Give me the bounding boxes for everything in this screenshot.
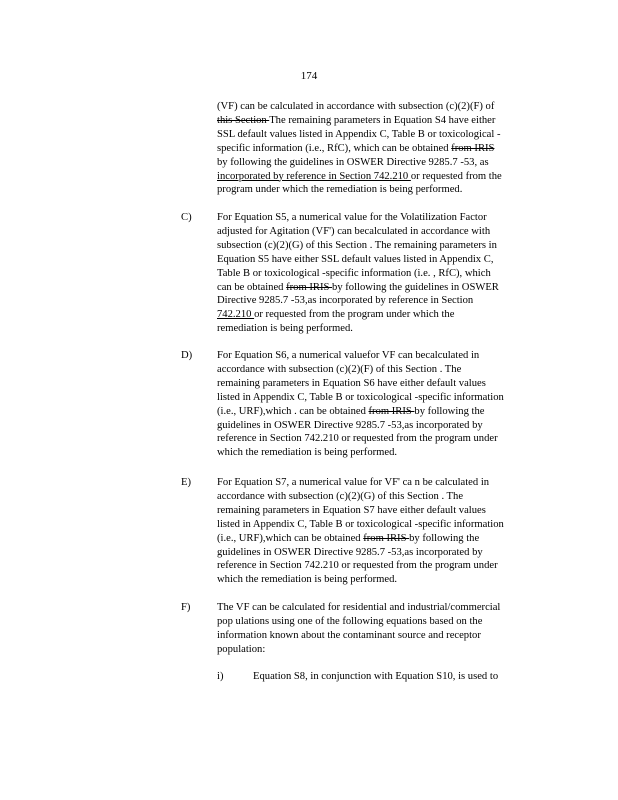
text-run: For Equation S5, a numerical value for the Volatilization Factor: [217, 212, 487, 223]
text-run: Directive 9285.7 -53,as incorporated by reference in Section: [217, 295, 474, 307]
continuation-line: [217, 183, 462, 197]
text-run: population:: [217, 643, 266, 655]
text-run: For Equation S7, a numerical value for VF' ca n be calculated in: [217, 477, 490, 488]
text-run: For Equation S6, a numerical valuefor VF can becalculated in: [217, 350, 480, 361]
struck-text: this Section: [217, 114, 270, 126]
item-line: [217, 211, 487, 225]
text-run: reference in Section 742.210 or requested from the program under: [217, 560, 498, 572]
struck-text: from IRIS: [363, 532, 410, 544]
item-line: [217, 504, 486, 518]
item-line: [217, 281, 499, 295]
item-label: D): [181, 350, 193, 361]
item-line: [217, 253, 493, 267]
item-line: [217, 629, 481, 643]
text-run: remaining parameters in Equation S6 have either default values: [217, 377, 486, 389]
item-line: [217, 573, 397, 587]
item-line: [217, 532, 479, 546]
item-line: [217, 546, 483, 560]
text-run: or requested from the: [410, 170, 502, 182]
text-run: listed in Appendix C, Table B or toxicological -specific information: [217, 391, 504, 403]
text-run: Equation S5 have either SSL default values listed in Appendix C,: [217, 253, 494, 265]
text-run: SSL default values listed in Appendix C, Table B or toxicological -: [217, 128, 501, 140]
item-line: [217, 476, 489, 490]
text-run: program under which the remediation is being performed.: [217, 184, 463, 196]
continuation-line: [217, 170, 502, 184]
item-label: E): [181, 477, 191, 488]
text-run: information known about the contaminant source and receptor: [217, 629, 481, 641]
item-line: [217, 239, 497, 253]
struck-text: from IRIS: [368, 405, 415, 417]
text-run: by following the guidelines in OSWER Directive 9285.7 -53, as: [217, 156, 489, 168]
item-line: [217, 419, 483, 433]
item-line: [217, 267, 491, 281]
text-run: accordance with subsection (c)(2)(G) of this Section . The: [217, 490, 464, 502]
text-run: adjusted for Agitation (VF') can becalculated in accordance with: [217, 225, 491, 237]
item-line: [217, 405, 484, 419]
underlined-text: 742.210: [217, 309, 255, 321]
item-line: [217, 601, 500, 615]
item-line: [217, 294, 473, 308]
text-run: reference in Section 742.210 or requested from the program under: [217, 433, 498, 445]
text-run: or requested from the program under which the: [254, 309, 455, 321]
item-line: [217, 446, 397, 460]
text-run: guidelines in OSWER Directive 9285.7 -53,as incorporated by: [217, 546, 483, 558]
text-run: (VF) can be calculated in accordance with subsection (c)(2)(F) of: [217, 101, 495, 112]
text-run: by following the: [414, 405, 485, 417]
item-line: [217, 432, 498, 446]
item-line: [217, 518, 504, 532]
text-run: The VF can be calculated for residential and industrial/commercial: [217, 602, 501, 613]
text-run: which the remediation is being performed.: [217, 447, 398, 459]
continuation-line: [217, 114, 495, 128]
item-label: F): [181, 602, 191, 613]
text-run: (i.e., URF),which . can be obtained: [217, 405, 369, 417]
text-run: pop ulations using one of the following equations based on the: [217, 615, 483, 627]
item-label: C): [181, 212, 192, 223]
item-line: [217, 490, 463, 504]
item-line: [217, 308, 454, 322]
struck-text: from IRIS: [286, 281, 333, 293]
text-run: guidelines in OSWER Directive 9285.7 -53,as incorporated by: [217, 419, 483, 431]
continuation-line: [217, 100, 494, 114]
item-line: [217, 363, 461, 377]
page-number: 174: [300, 70, 318, 82]
item-line: [217, 559, 498, 573]
continuation-line: [217, 128, 500, 142]
item-line: [217, 615, 482, 629]
text-run: remediation is being performed.: [217, 323, 353, 335]
text-run: by following the guidelines in OSWER: [332, 281, 499, 293]
item-label: i): [217, 671, 224, 682]
text-run: (i.e., URF),which can be obtained: [217, 532, 364, 544]
underlined-text: incorporated by reference in Section 742.210: [217, 170, 411, 182]
continuation-line: [217, 142, 494, 156]
item-line: [217, 322, 353, 336]
continuation-line: [217, 156, 489, 170]
text-run: which the remediation is being performed.: [217, 574, 398, 586]
item-line: [217, 225, 490, 239]
item-line: [217, 391, 504, 405]
item-line: [217, 377, 486, 391]
text-run: remaining parameters in Equation S7 have either default values: [217, 504, 486, 516]
text-run: Equation S8, in conjunction with Equation S10, is used to: [253, 671, 499, 682]
subitem-line: [253, 670, 498, 684]
text-run: by following the: [409, 532, 480, 544]
item-line: [217, 349, 479, 363]
text-run: can be obtained: [217, 281, 287, 293]
text-run: subsection (c)(2)(G) of this Section . The remaining parameters in: [217, 239, 497, 251]
text-run: listed in Appendix C, Table B or toxicological -specific information: [217, 518, 504, 530]
text-run: accordance with subsection (c)(2)(F) of this Section . The: [217, 363, 462, 375]
struck-text: from IRIS: [451, 142, 495, 154]
text-run: The remaining parameters in Equation S4 have either: [269, 114, 496, 126]
text-run: Table B or toxicological -specific information (i.e. , RfC), which: [217, 267, 491, 279]
text-run: specific information (i.e., RfC), which can be obtained: [217, 142, 452, 154]
item-line: [217, 643, 265, 657]
